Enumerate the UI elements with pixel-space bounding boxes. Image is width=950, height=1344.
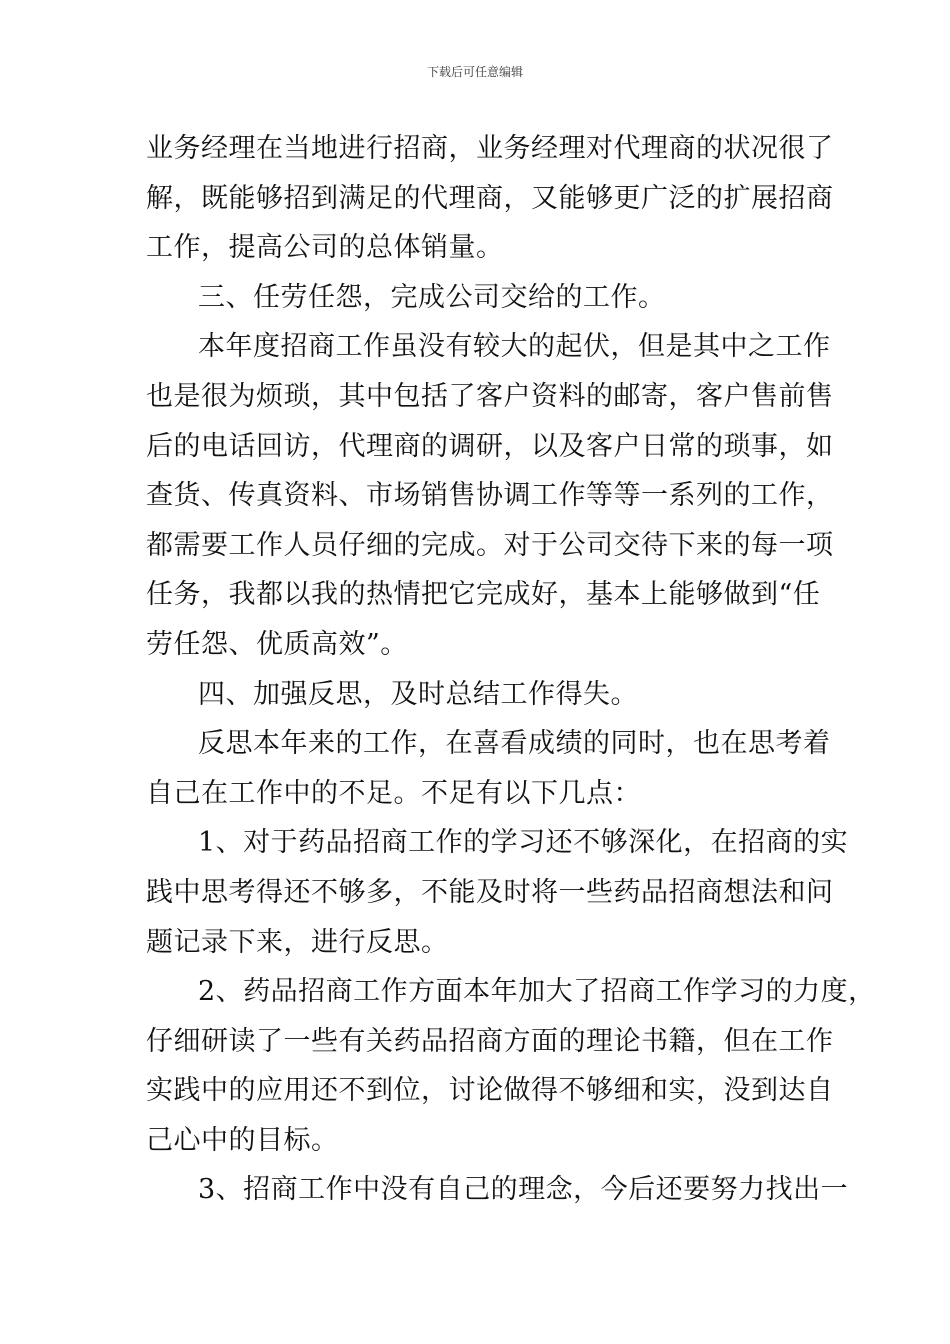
text-line: 工作，提高公司的总体销量。 xyxy=(146,232,504,264)
document-body xyxy=(146,124,876,1215)
text-line: 己心中的目标。 xyxy=(146,1124,339,1156)
list-item: 2、药品招商工作方面本年加大了招商工作学习的力度， xyxy=(198,976,876,1008)
text-line: 也是很为烦琐，其中包括了客户资料的邮寄，客户售前售 xyxy=(146,380,834,412)
text-line: 后的电话回访，代理商的调研，以及客户日常的琐事，如 xyxy=(146,430,834,462)
text-line: 仔细研读了一些有关药品招商方面的理论书籍，但在工作 xyxy=(146,1025,834,1057)
section-heading: 四、加强反思，及时总结工作得失。 xyxy=(198,678,638,710)
text-line: 反思本年来的工作，在喜看成绩的同时，也在思考着 xyxy=(198,728,831,760)
text-line: 业务经理在当地进行招商，业务经理对代理商的状况很了 xyxy=(146,133,834,164)
text-line: 实践中的应用还不到位，讨论做得不够细和实，没到达自 xyxy=(146,1075,834,1107)
page-header: 下载后可任意编辑 xyxy=(426,65,523,79)
text-line: 践中思考得还不够多，不能及时将一些药品招商想法和问 xyxy=(146,876,834,908)
text-line: 自己在工作中的不足。不足有以下几点： xyxy=(146,777,641,809)
list-item: 1、对于药品招商工作的学习还不够深化，在招商的实 xyxy=(198,827,849,859)
text-line: 劳任怨、优质高效”。 xyxy=(146,628,408,660)
text-line: 解，既能够招到满足的代理商，又能够更广泛的扩展招商 xyxy=(146,182,834,214)
text-line: 查货、传真资料、市场销售协调工作等等一系列的工作， xyxy=(146,480,834,512)
text-line: 任务，我都以我的热情把它完成好，基本上能够做到“任 xyxy=(146,579,821,611)
text-line: 本年度招商工作虽没有较大的起伏，但是其中之工作 xyxy=(198,331,831,363)
text-line: 都需要工作人员仔细的完成。对于公司交待下来的每一项 xyxy=(146,529,834,561)
list-item: 3、招商工作中没有自己的理念，今后还要努力找出一 xyxy=(198,1174,849,1206)
section-heading: 三、任劳任怨，完成公司交给的工作。 xyxy=(198,281,666,313)
text-line: 题记录下来，进行反思。 xyxy=(146,926,449,958)
